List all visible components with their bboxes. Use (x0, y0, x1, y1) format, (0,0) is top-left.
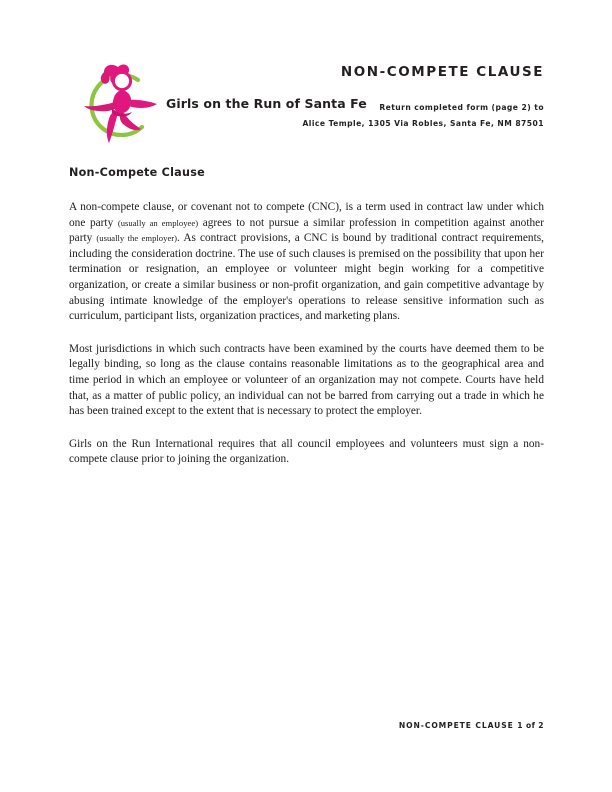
paragraph-1-part-c: . As contract provisions, a CNC is bound by traditional contract requirements, including the consideration doctrine. The use of such clauses is premised on the possibility that upon her termination or resignation, an employee or volunteer might begin working for a competitive organization, or create a similar business or non-profit organization, and gain competitive advantage by abusing intimate knowledge of the employer's operations to release sensitive information such as curriculum, participant lists, organization practices, and marketing plans. (69, 232, 544, 323)
footer-document-label: NON-COMPETE CLAUSE (398, 721, 514, 730)
header-right-block (224, 64, 544, 131)
paragraph-definition (69, 200, 544, 325)
document-title: NON-COMPETE CLAUSE (340, 64, 544, 80)
paragraph-1-part-b: agrees to not pursue a similar profession in competition against another party (69, 216, 544, 245)
paragraph-1-part-a: A non-compete clause, or covenant not to compete (CNC), is a term used in contract law under which one party (69, 201, 544, 229)
document-content (69, 166, 544, 468)
brand-wordmark: Girls on the Run of Santa Fe (166, 96, 367, 111)
page-footer (399, 721, 544, 730)
section-heading: Non-Compete Clause (69, 166, 205, 179)
paragraph-1-parenthetical-employee: (usually an employee) (117, 217, 199, 228)
footer-page-number: 1 of 2 (517, 721, 544, 730)
paragraph-jurisdictions: Most jurisdictions in which such contracts have been examined by the courts have deemed them to be legally binding, so long as the clause contains reasonable limitations as to the geographical area and time period in which an employee or volunteer of an organization may not compete. Courts have held that, as a matter of public policy, an individual can not be barred from carrying out a trade in which he has been trained except to the extent that is necessary to protect the employer. (69, 342, 544, 418)
document-header (0, 58, 612, 150)
running-girl-logo-icon (78, 60, 164, 148)
paragraph-requirement: Girls on the Run International requires that all council employees and volunteers must sign a non-compete clause prior to joining the organization. (69, 437, 544, 466)
return-instruction-line: Return completed form (page 2) to (379, 103, 544, 112)
return-instructions (224, 100, 544, 131)
return-address-line: Alice Temple, 1305 Via Robles, Santa Fe, NM 87501 (302, 118, 544, 128)
paragraph-1-parenthetical-employer: (usually the employer) (96, 233, 178, 244)
